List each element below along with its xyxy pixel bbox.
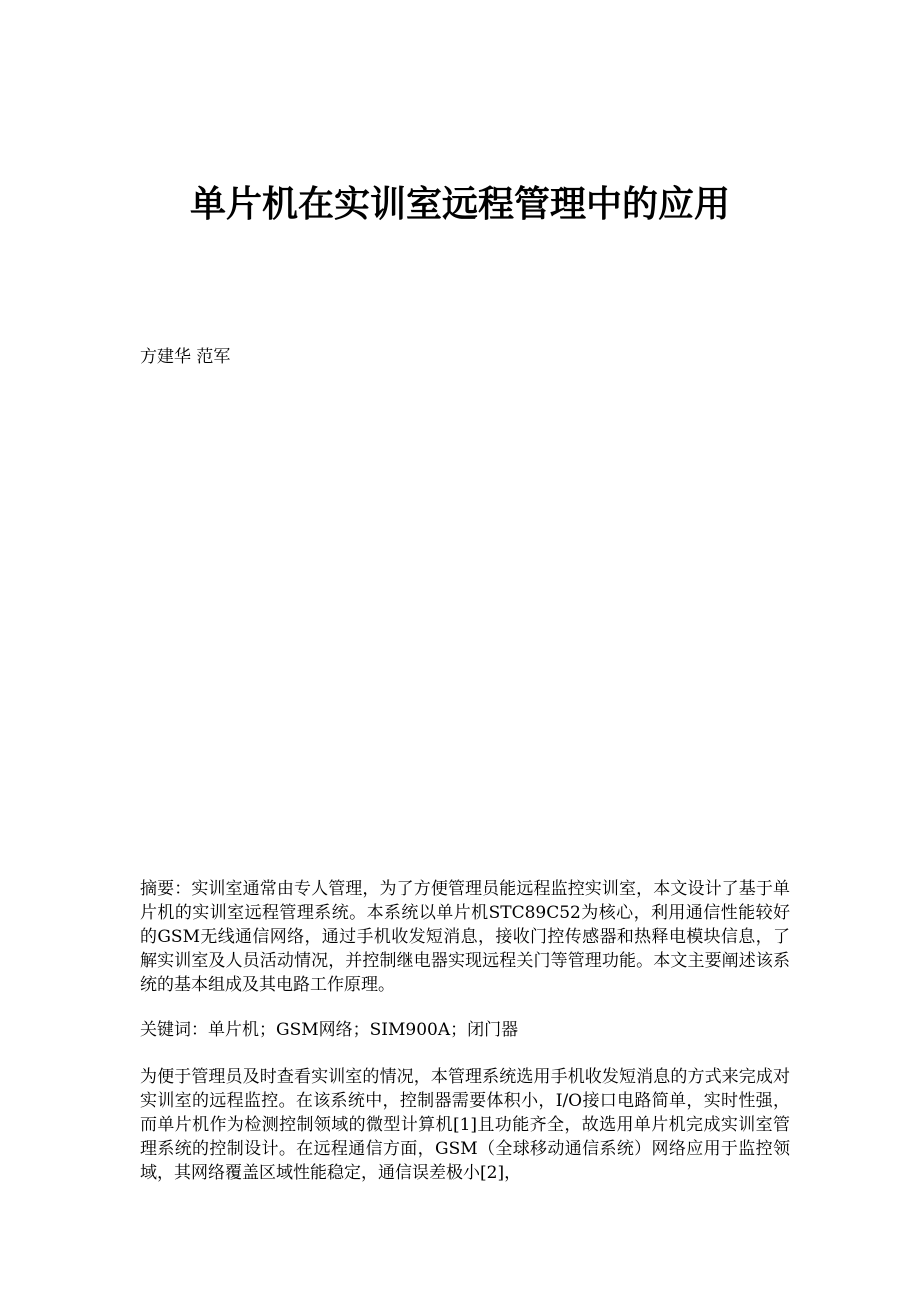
body-paragraph: 为便于管理员及时查看实训室的情况，本管理系统选用手机收发短消息的方式来完成对实训室的远程监控。在该系统中，控制器需要体积小，I/O接口电路简单，实时性强，而单片机作为检测控制领域的微型计算机[1]且功能齐全，故选用单片机完成实训室管理系统的控制设计。在远程通信方面，GSM（全球移动通信系统）网络应用于监控领域，其网络覆盖区域性能稳定，通信误差极小[2]， bbox=[140, 1067, 790, 1183]
keywords-line: 关键词：单片机；GSM网络；SIM900A；闭门器 bbox=[140, 1020, 519, 1040]
document-title: 单片机在实训室远程管理中的应用 bbox=[189, 184, 730, 225]
author-line: 方建华 范军 bbox=[140, 347, 231, 367]
abstract-paragraph: 摘要：实训室通常由专人管理，为了方便管理员能远程监控实训室，本文设计了基于单片机的实训室远程管理系统。本系统以单片机STC89C52为核心，利用通信性能较好的GSM无线通信网络，通过手机收发短消息，接收门控传感器和热释电模块信息，了解实训室及人员活动情况，并控制继电器实现远程关门等管理功能。本文主要阐述该系统的基本组成及其电路工作原理。 bbox=[140, 879, 790, 995]
